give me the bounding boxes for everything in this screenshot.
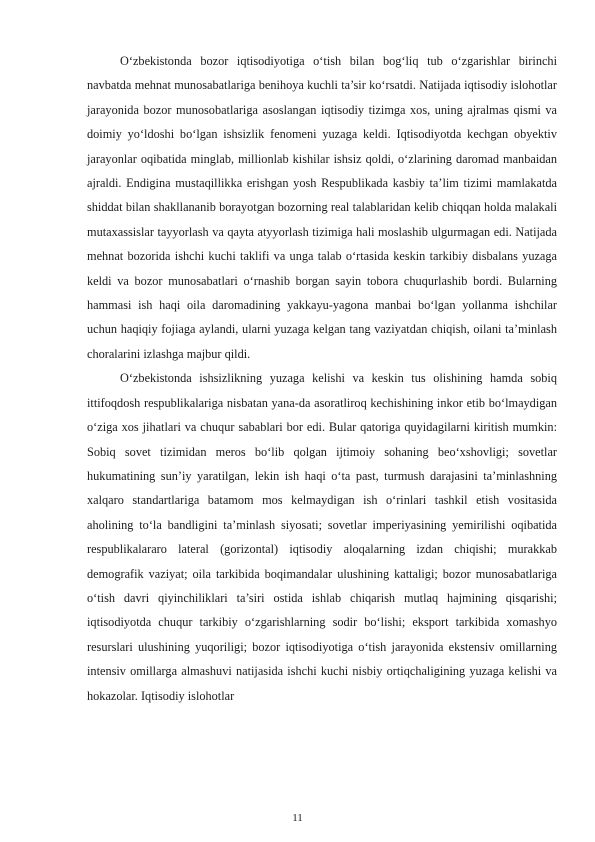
paragraph-2: O‘zbekistonda ishsizlikning yuzaga kelishi va keskin tus olishining hamda sobiq ittifoqdosh respublikalariga nisbatan yana-da asoratliroq kechishining inkor etib bo‘lmaydigan o‘ziga xos jihatlari va chuqur sabablari bor edi. Bular qatoriga quyidagilarni kiritish mumkin: Sobiq sovet tizimidan meros bo‘lib qolgan ijtimoiy sohaning beo‘xshovligi; sovetlar hukumatining sun’iy yaratilgan, lekin ish haqi o‘ta past, turmush darajasini ta’minlashning xalqaro standartlariga batamom mos kelmaydigan ish o‘rinlari tashkil etish vositasida aholining to‘la bandligini ta’minlash siyosati; sovetlar imperiyasining yemirilishi oqibatida respublikalararo lateral (gorizontal) iqtisodiy aloqalarning izdan chiqishi; murakkab demografik vaziyat; oila tarkibida boqimandalar ulushining kattaligi; bozor munosabatlariga o‘tish davri qiyinchiliklari ta’siri ostida ishlab chiqarish mutlaq hajmining qisqarishi; iqtisodiyotda chuqur tarkibiy o‘zgarishlarning sodir bo‘lishi; eksport tarkibida xomashyo resurslari ulushining yuqoriligi; bozor iqtisodiyotiga o‘tish jarayonida ekstensiv omillarning intensiv omillarga almashuvi natijasida ishchi kuchi nisbiy ortiqchaligining yuzaga kelishi va hokazolar. Iqtisodiy islohotlar (87, 371, 557, 703)
page-number: 11 (292, 812, 303, 824)
document-body (87, 49, 557, 708)
paragraph-1: O‘zbekistonda bozor iqtisodiyotiga o‘tish bilan bog‘liq tub o‘zgarishlar birinchi navbatda mehnat munosabatlariga benihoya kuchli ta’sir ko‘rsatdi. Natijada iqtisodiy islohotlar jarayonida bozor munosobatlariga asoslangan iqtisodiy tizimga xos, uning ajralmas qismi va doimiy yo‘ldoshi bo‘lgan ishsizlik fenomeni yuzaga keldi. Iqtisodiyotda kechgan obyektiv jarayonlar oqibatida minglab, millionlab kishilar ishsiz qoldi, o‘zlarining daromad manbaidan ajraldi. Endigina mustaqillikka erishgan yosh Respublikada kasbiy ta’lim tizimi mamlakatda shiddat bilan shakllananib borayotgan bozorning real talablaridan kelib chiqqan holda malakali mutaxassislar tayyorlash va qayta atyyorlash tizimiga hali moslashib ulgurmagan edi. Natijada mehnat bozorida ishchi kuchi taklifi va unga talab o‘rtasida keskin tarkibiy disbalans yuzaga keldi va bozor munosabatlari o‘rnashib borgan sayin tobora chuqurlashib bordi. Bularning hammasi ish haqi oila daromadining yakkayu-yagona manbai bo‘lgan yollanma ishchilar uchun haqiqiy fojiaga aylandi, ularni yuzaga kelgan tang vaziyatdan chiqish, oilani ta’minlash choralarini izlashga majbur qildi. (87, 54, 557, 361)
